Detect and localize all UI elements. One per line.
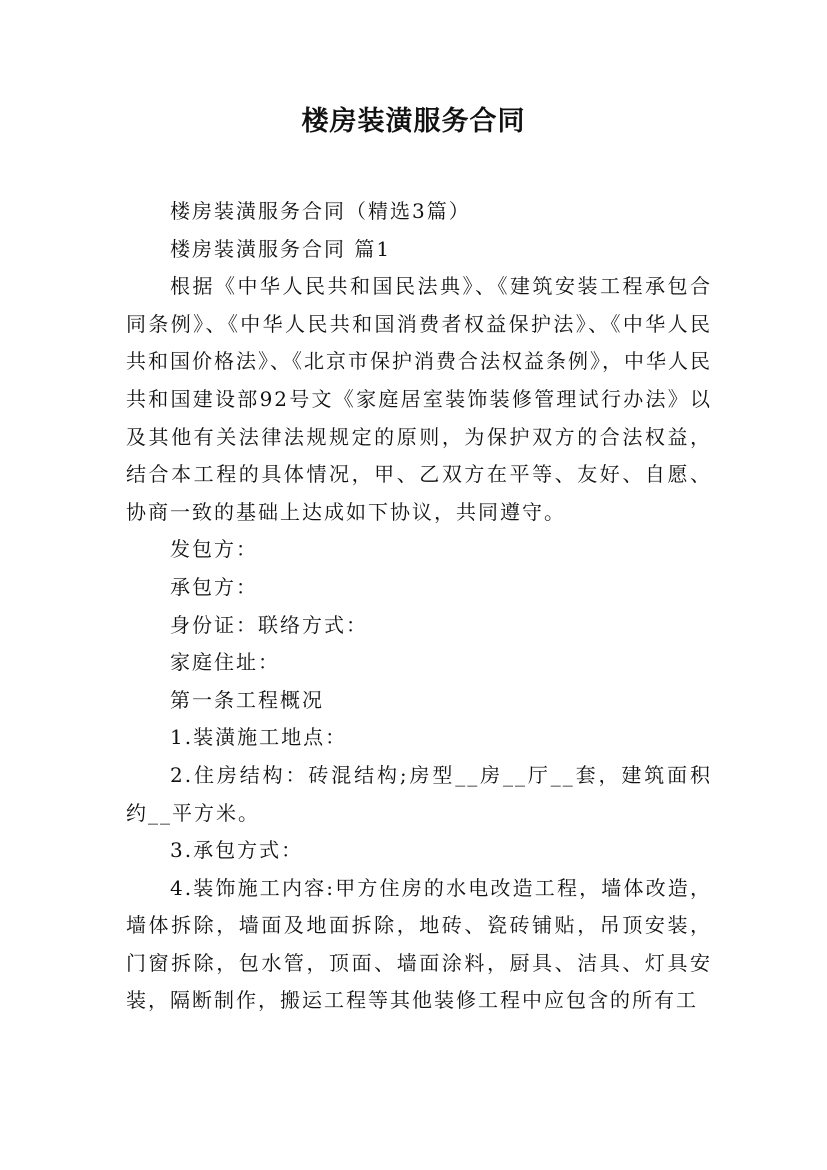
paragraph-employer: 发包方： bbox=[170, 537, 258, 562]
paragraph-contractor: 承包方： bbox=[170, 574, 258, 599]
paragraph-item-4: 4.装饰施工内容:甲方住房的水电改造工程，墙体改造，墙体拆除，墙面及地面拆除，地砖、瓷砖铺贴，吊顶安装，门窗拆除，包水管，顶面、墙面涂料，厨具、洁具、灯具安装，隔断制作，搬运工程等其他装修工程中应包含的所有工 bbox=[126, 875, 712, 1013]
paragraph-article-1-heading: 第一条工程概况 bbox=[170, 687, 324, 712]
paragraph-id-contact: 身份证：联络方式： bbox=[170, 612, 368, 637]
paragraph-preamble: 根据《中华人民共和国民法典》、《建筑安装工程承包合同条例》、《中华人民共和国消费者权益保护法》、《中华人民共和国价格法》、《北京市保护消费合法权益条例》，中华人民共和国建设部92号文《家庭居室装饰装修管理试行办法》以及其他有关法律法规规定的原则，为保护双方的合法权益，结合本工程的具体情况，甲、乙双方在平等、友好、自愿、协商一致的基础上达成如下协议，共同遵守。 bbox=[126, 274, 712, 524]
paragraph-subtitle: 楼房装潢服务合同（精选3篇） bbox=[170, 199, 471, 223]
document-title: 楼房装潢服务合同 bbox=[301, 106, 526, 137]
paragraph-item-3: 3.承包方式： bbox=[170, 838, 304, 863]
paragraph-section-heading: 楼房装潢服务合同 篇1 bbox=[170, 236, 392, 261]
paragraph-item-1: 1.装潢施工地点： bbox=[170, 725, 348, 750]
paragraph-home-address: 家庭住址： bbox=[170, 650, 280, 675]
document-body bbox=[126, 193, 712, 1020]
paragraph-item-2: 2.住房结构：砖混结构;房型__房__厅__套，建筑面积约__平方米。 bbox=[126, 762, 712, 825]
